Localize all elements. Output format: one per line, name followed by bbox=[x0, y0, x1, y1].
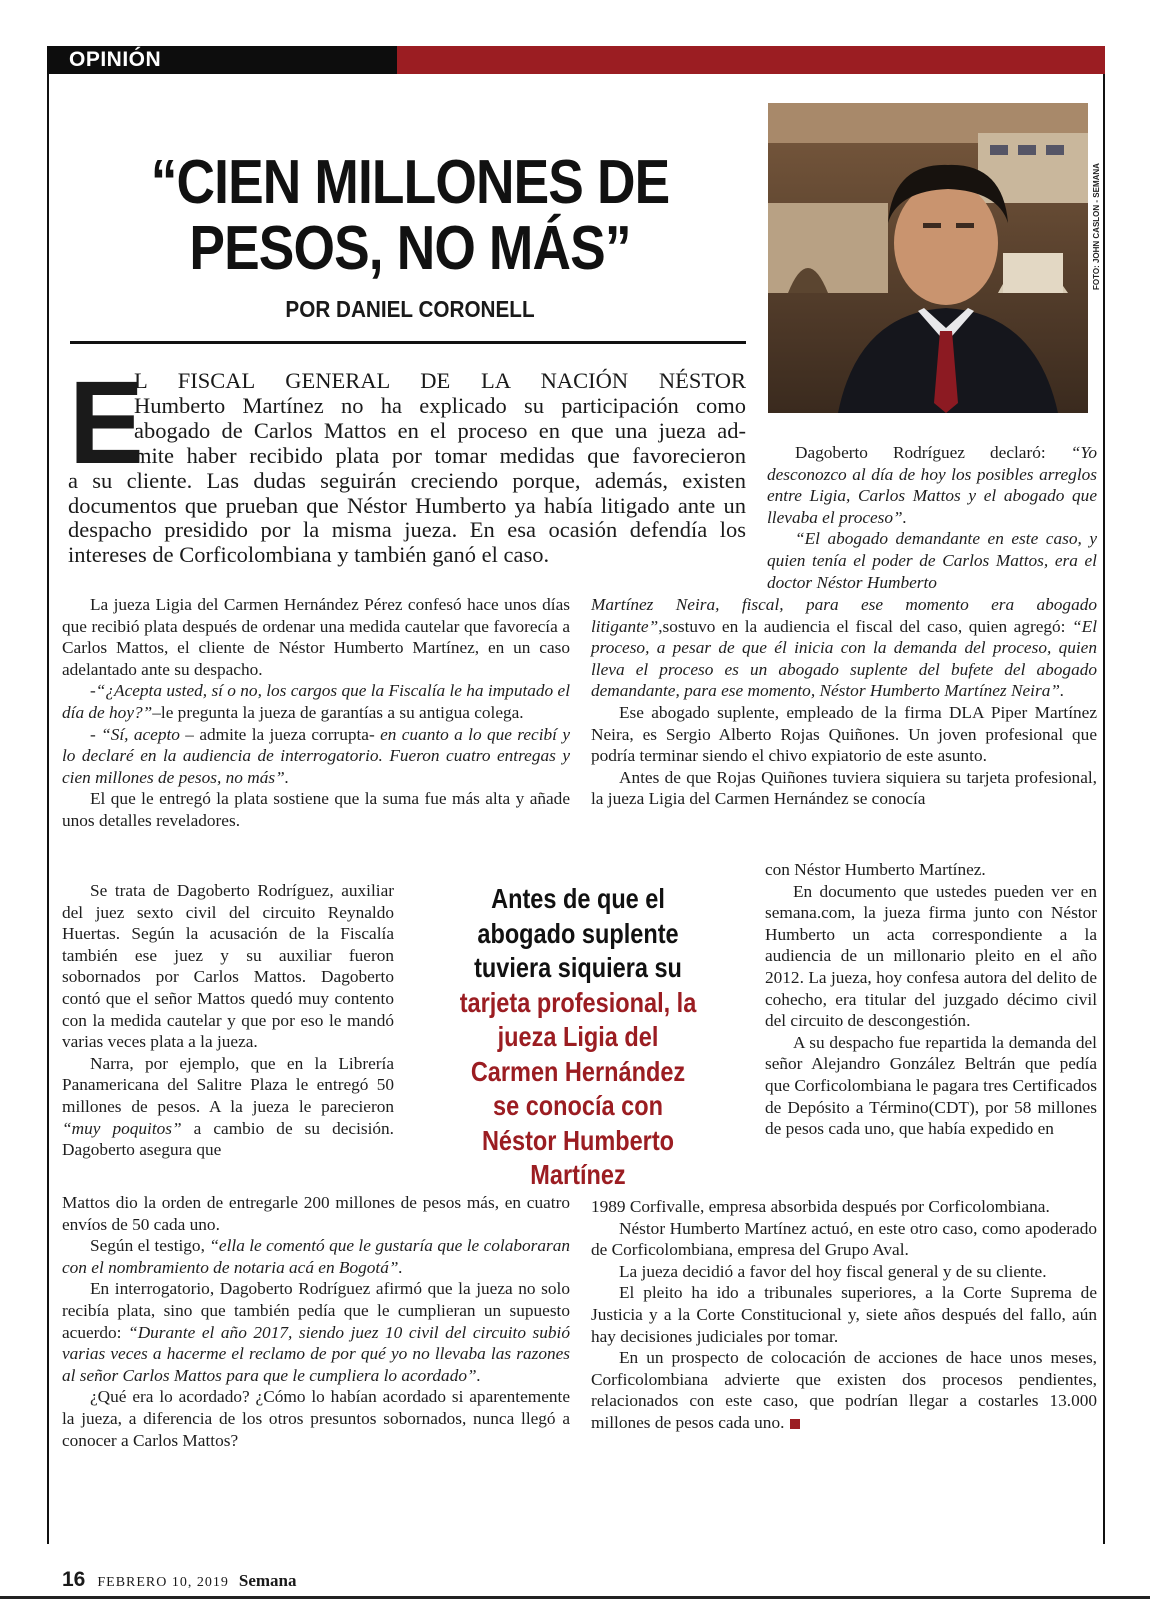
author-portrait-image bbox=[768, 103, 1088, 413]
lead-paragraph-rest: a su cliente. Las dudas seguirán creciendo porque, además, existen documentos que prueban que Néstor Humberto ya había litigado ante un despacho presidido por la misma jueza. En esa ocasión defendía los intereses de Corficolombiana y también ganó el caso. bbox=[68, 468, 746, 567]
title-line-1: “CIEN MILLONES DE bbox=[150, 148, 670, 217]
paragraph: Según el testigo, “ella le comentó que le gustaría que le colaboraran con el nombramiento de notaria acá en Bogotá”. bbox=[62, 1236, 570, 1277]
paragraph: ¿Qué era lo acordado? ¿Cómo lo habían acordado si aparentemente la jueza, a diferencia de los otros presuntos sobornados, nunca llegó a conocer a Carlos Mattos? bbox=[62, 1387, 570, 1450]
column-1-narrow bbox=[62, 880, 394, 1161]
paragraph: En interrogatorio, Dagoberto Rodríguez afirmó que la jueza no solo recibía plata, sino que también pedía que le cumplieran un supuesto acuerdo: “Durante el año 2017, siendo juez 10 civil del circuito subió varias veces a hacerme el reclamo de por qué yo no llevaba las razones al señor Carlos Mattos para que le cumpliera lo acordado”. bbox=[62, 1279, 571, 1385]
frame-right-rule bbox=[1103, 74, 1105, 1544]
paragraph: La jueza decidió a favor del hoy fiscal general y de su cliente. bbox=[619, 1261, 1047, 1281]
column-2-top bbox=[767, 442, 1097, 593]
lead-line-4: mite haber recibido plata por tomar medidas que favorecieron bbox=[134, 443, 746, 468]
page-number: 16 bbox=[62, 1568, 86, 1591]
paragraph: Narra, por ejemplo, que en la Librería Panamericana del Salitre Plaza le entregó 50 millones de pesos. A la jueza le parecieron “muy poquitos” a cambio de su decisión. Dagoberto asegura que bbox=[62, 1053, 394, 1160]
section-label: OPINIÓN bbox=[69, 48, 162, 71]
frame-left-rule bbox=[47, 74, 49, 1544]
pull-quote-dark: Antes de que el abogado suplente tuviera siquiera su bbox=[474, 883, 682, 983]
paragraph: Martínez Neira, fiscal, para ese momento era abogado litigante”,sostuvo en la audiencia el fiscal del caso, quien agregó: “El proceso, a pesar de que él inicia con la demanda del proceso, quien lleva el proceso es un abogado suplente del bufete del abogado demandante, para ese momento, Néstor Humberto Martínez Neira”. bbox=[591, 595, 1097, 701]
author-photo bbox=[768, 103, 1088, 413]
paragraph: El pleito ha ido a tribunales superiores, a la Corte Suprema de Justicia y a la Corte Constitucional y, siete años después del fallo, aún hay decisiones judiciales por tomar. bbox=[591, 1283, 1097, 1346]
article-title bbox=[118, 150, 703, 282]
paragraph: Mattos dio la orden de entregarle 200 millones de pesos más, en cuatro envíos de 50 cada uno. bbox=[62, 1193, 570, 1234]
paragraph: El que le entregó la plata sostiene que la suma fue más alta y añade unos detalles reveladores. bbox=[62, 789, 570, 830]
drop-cap: E bbox=[69, 357, 144, 489]
paragraph: Antes de que Rojas Quiñones tuviera siquiera su tarjeta profesional, la jueza Ligia del Carmen Hernández se conocía bbox=[591, 767, 1097, 809]
photo-credit: FOTO: JOHN CASLON - SEMANA bbox=[1092, 163, 1101, 290]
column-2-wide bbox=[591, 594, 1097, 810]
paragraph: En documento que ustedes pueden ver en semana.com, la jueza firma junto con Néstor Humberto un acta correspondiente a la audiencia de un millonario pleito en el año 2012. La jueza, hoy confesa autora del delito de cohecho, era titular del juzgado décimo civil del circuito de descongestión. bbox=[765, 881, 1097, 1031]
lead-line-1: L FISCAL GENERAL DE LA NACIÓN NÉSTOR bbox=[134, 368, 746, 393]
pull-quote-red: tarjeta profesional, la jueza Ligia del Carmen Hernández se conocía con Néstor Humberto Martínez bbox=[459, 986, 697, 1190]
paragraph: -“¿Acepta usted, sí o no, los cargos que la Fiscalía le ha imputado el día de hoy?”–le pregunta la jueza de garantías a su antigua colega. bbox=[62, 681, 570, 722]
bottom-edge-line bbox=[0, 1596, 1150, 1599]
paragraph: La jueza Ligia del Carmen Hernández Pérez confesó hace unos días que recibió plata después de ordenar una medida cautelar que favorecía a Carlos Mattos, el cliente de Néstor Humberto Martínez, en un caso adelantado ante su despacho. bbox=[62, 595, 570, 679]
lead-line-2: Humberto Martínez no ha explicado su participación como bbox=[134, 393, 746, 418]
issue-date: FEBRERO 10, 2019 bbox=[97, 1575, 229, 1590]
byline: POR DANIEL CORONELL bbox=[285, 296, 535, 322]
paragraph: Néstor Humberto Martínez actuó, en este otro caso, como apoderado de Corficolombiana, empresa del Grupo Aval. bbox=[591, 1218, 1097, 1260]
section-header-bar bbox=[47, 46, 1105, 74]
paragraph: Dagoberto Rodríguez declaró: “Yo desconozco al día de hoy los posibles arreglos entre Ligia, Carlos Mattos y el abogado que llevaba el proceso”. bbox=[767, 443, 1097, 527]
lead-line-3: abogado de Carlos Mattos en el proceso en que una jueza ad- bbox=[134, 418, 746, 443]
column-1-top bbox=[62, 594, 570, 832]
pull-quote bbox=[459, 882, 698, 1193]
paragraph: “El abogado demandante en este caso, y quien tenía el poder de Carlos Mattos, era el doctor Néstor Humberto bbox=[767, 529, 1097, 592]
paragraph: con Néstor Humberto Martínez. bbox=[765, 860, 986, 879]
title-line-2: PESOS, NO MÁS” bbox=[189, 214, 631, 283]
column-2-bottom bbox=[591, 1196, 1097, 1434]
paragraph: En un prospecto de colocación de acciones de hace unos meses, Corficolombiana advierte que existen dos procesos pendientes, relacionados con este caso, que podrían llegar a costarles 13.000 millones de pesos cada uno. bbox=[591, 1348, 1097, 1432]
title-rule bbox=[70, 341, 746, 344]
paragraph: Se trata de Dagoberto Rodríguez, auxiliar del juez sexto civil del circuito Reynaldo Huertas. Según la acusación de la Fiscalía también ese juez y su auxiliar fueron sobornados por Carlos Mattos. Dagoberto contó que el señor Mattos quedó muy contento con la medida cautelar y que por eso le mandó varias veces plata a la jueza. bbox=[62, 881, 394, 1052]
column-2-narrow bbox=[765, 859, 1097, 1140]
paragraph: 1989 Corfivalle, empresa absorbida después por Corficolombiana. bbox=[591, 1197, 1050, 1216]
magazine-name: Semana bbox=[238, 1571, 297, 1590]
paragraph: - “Sí, acepto – admite la jueza corrupta- en cuanto a lo que recibí y lo declaré en la audiencia de interrogatorio. Fueron cuatro entregas y cien millones de pesos, no más”. bbox=[62, 724, 571, 787]
paragraph: Ese abogado suplente, empleado de la firma DLA Piper Martínez Neira, es Sergio Alberto Rojas Quiñones. Un joven profesional que podría terminar siendo el chivo expiatorio de este asunto. bbox=[591, 702, 1097, 766]
column-1-bottom bbox=[62, 1192, 570, 1451]
end-mark-icon bbox=[790, 1419, 800, 1429]
paragraph: A su despacho fue repartida la demanda del señor Alejandro González Beltrán que pedía que Corficolombiana le pagara tres Certificados de Depósito a Término(CDT), por 58 millones de pesos cada uno, que había expedido en bbox=[765, 1032, 1097, 1139]
page-footer bbox=[62, 1568, 297, 1592]
header-red-block bbox=[397, 46, 1105, 74]
